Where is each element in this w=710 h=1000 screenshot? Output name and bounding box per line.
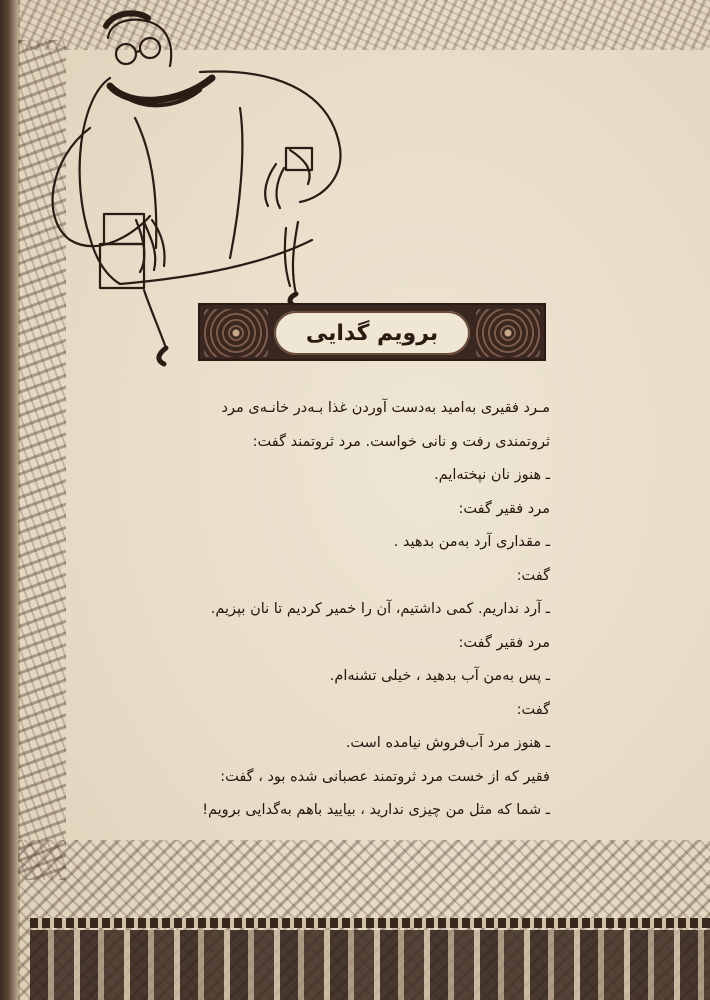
- title-plate: [274, 311, 470, 355]
- story-line: مـرد فقیری به‌امید به‌دست آوردن غذا بـه‌در خانـه‌ی مرد: [221, 400, 550, 416]
- story-line: گفت:: [516, 567, 550, 584]
- ornament-right: [476, 309, 540, 357]
- carpet-pattern-border: [30, 930, 710, 1000]
- story-line: مرد فقیر گفت:: [458, 634, 550, 651]
- book-spine: [0, 0, 20, 1000]
- ornament-left: [204, 309, 268, 357]
- story-line: ـ پس به‌من آب بدهید ، خیلی تشنه‌ام.: [329, 668, 550, 684]
- story-line: فقیر که از خست مرد ثروتمند عصبانی شده بود ، گفت:: [220, 768, 550, 785]
- story-line: ـ هنوز مرد آب‌فروش نیامده است.: [345, 735, 550, 751]
- story-body: [160, 392, 550, 828]
- story-title: برویم گدایی: [305, 320, 439, 346]
- story-line: ـ شما که مثل من چیزی ندارید ، بیایید باهم به‌گدایی برویم!: [202, 802, 550, 818]
- story-line: مرد فقیر گفت:: [458, 500, 550, 517]
- decorative-band: [30, 918, 710, 928]
- story-line: ـ مقداری آرد به‌من بدهید .: [393, 534, 550, 550]
- story-line: ـ آرد نداریم. کمی داشتیم، آن را خمیر کردیم تا نان بپزیم.: [210, 601, 550, 617]
- title-cartouche: [198, 303, 546, 361]
- story-line: ثروتمندی رفت و نانی خواست. مرد ثروتمند گفت:: [252, 433, 550, 450]
- story-line: گفت:: [516, 701, 550, 718]
- story-line: ـ هنوز نان نپخته‌ایم.: [434, 467, 550, 483]
